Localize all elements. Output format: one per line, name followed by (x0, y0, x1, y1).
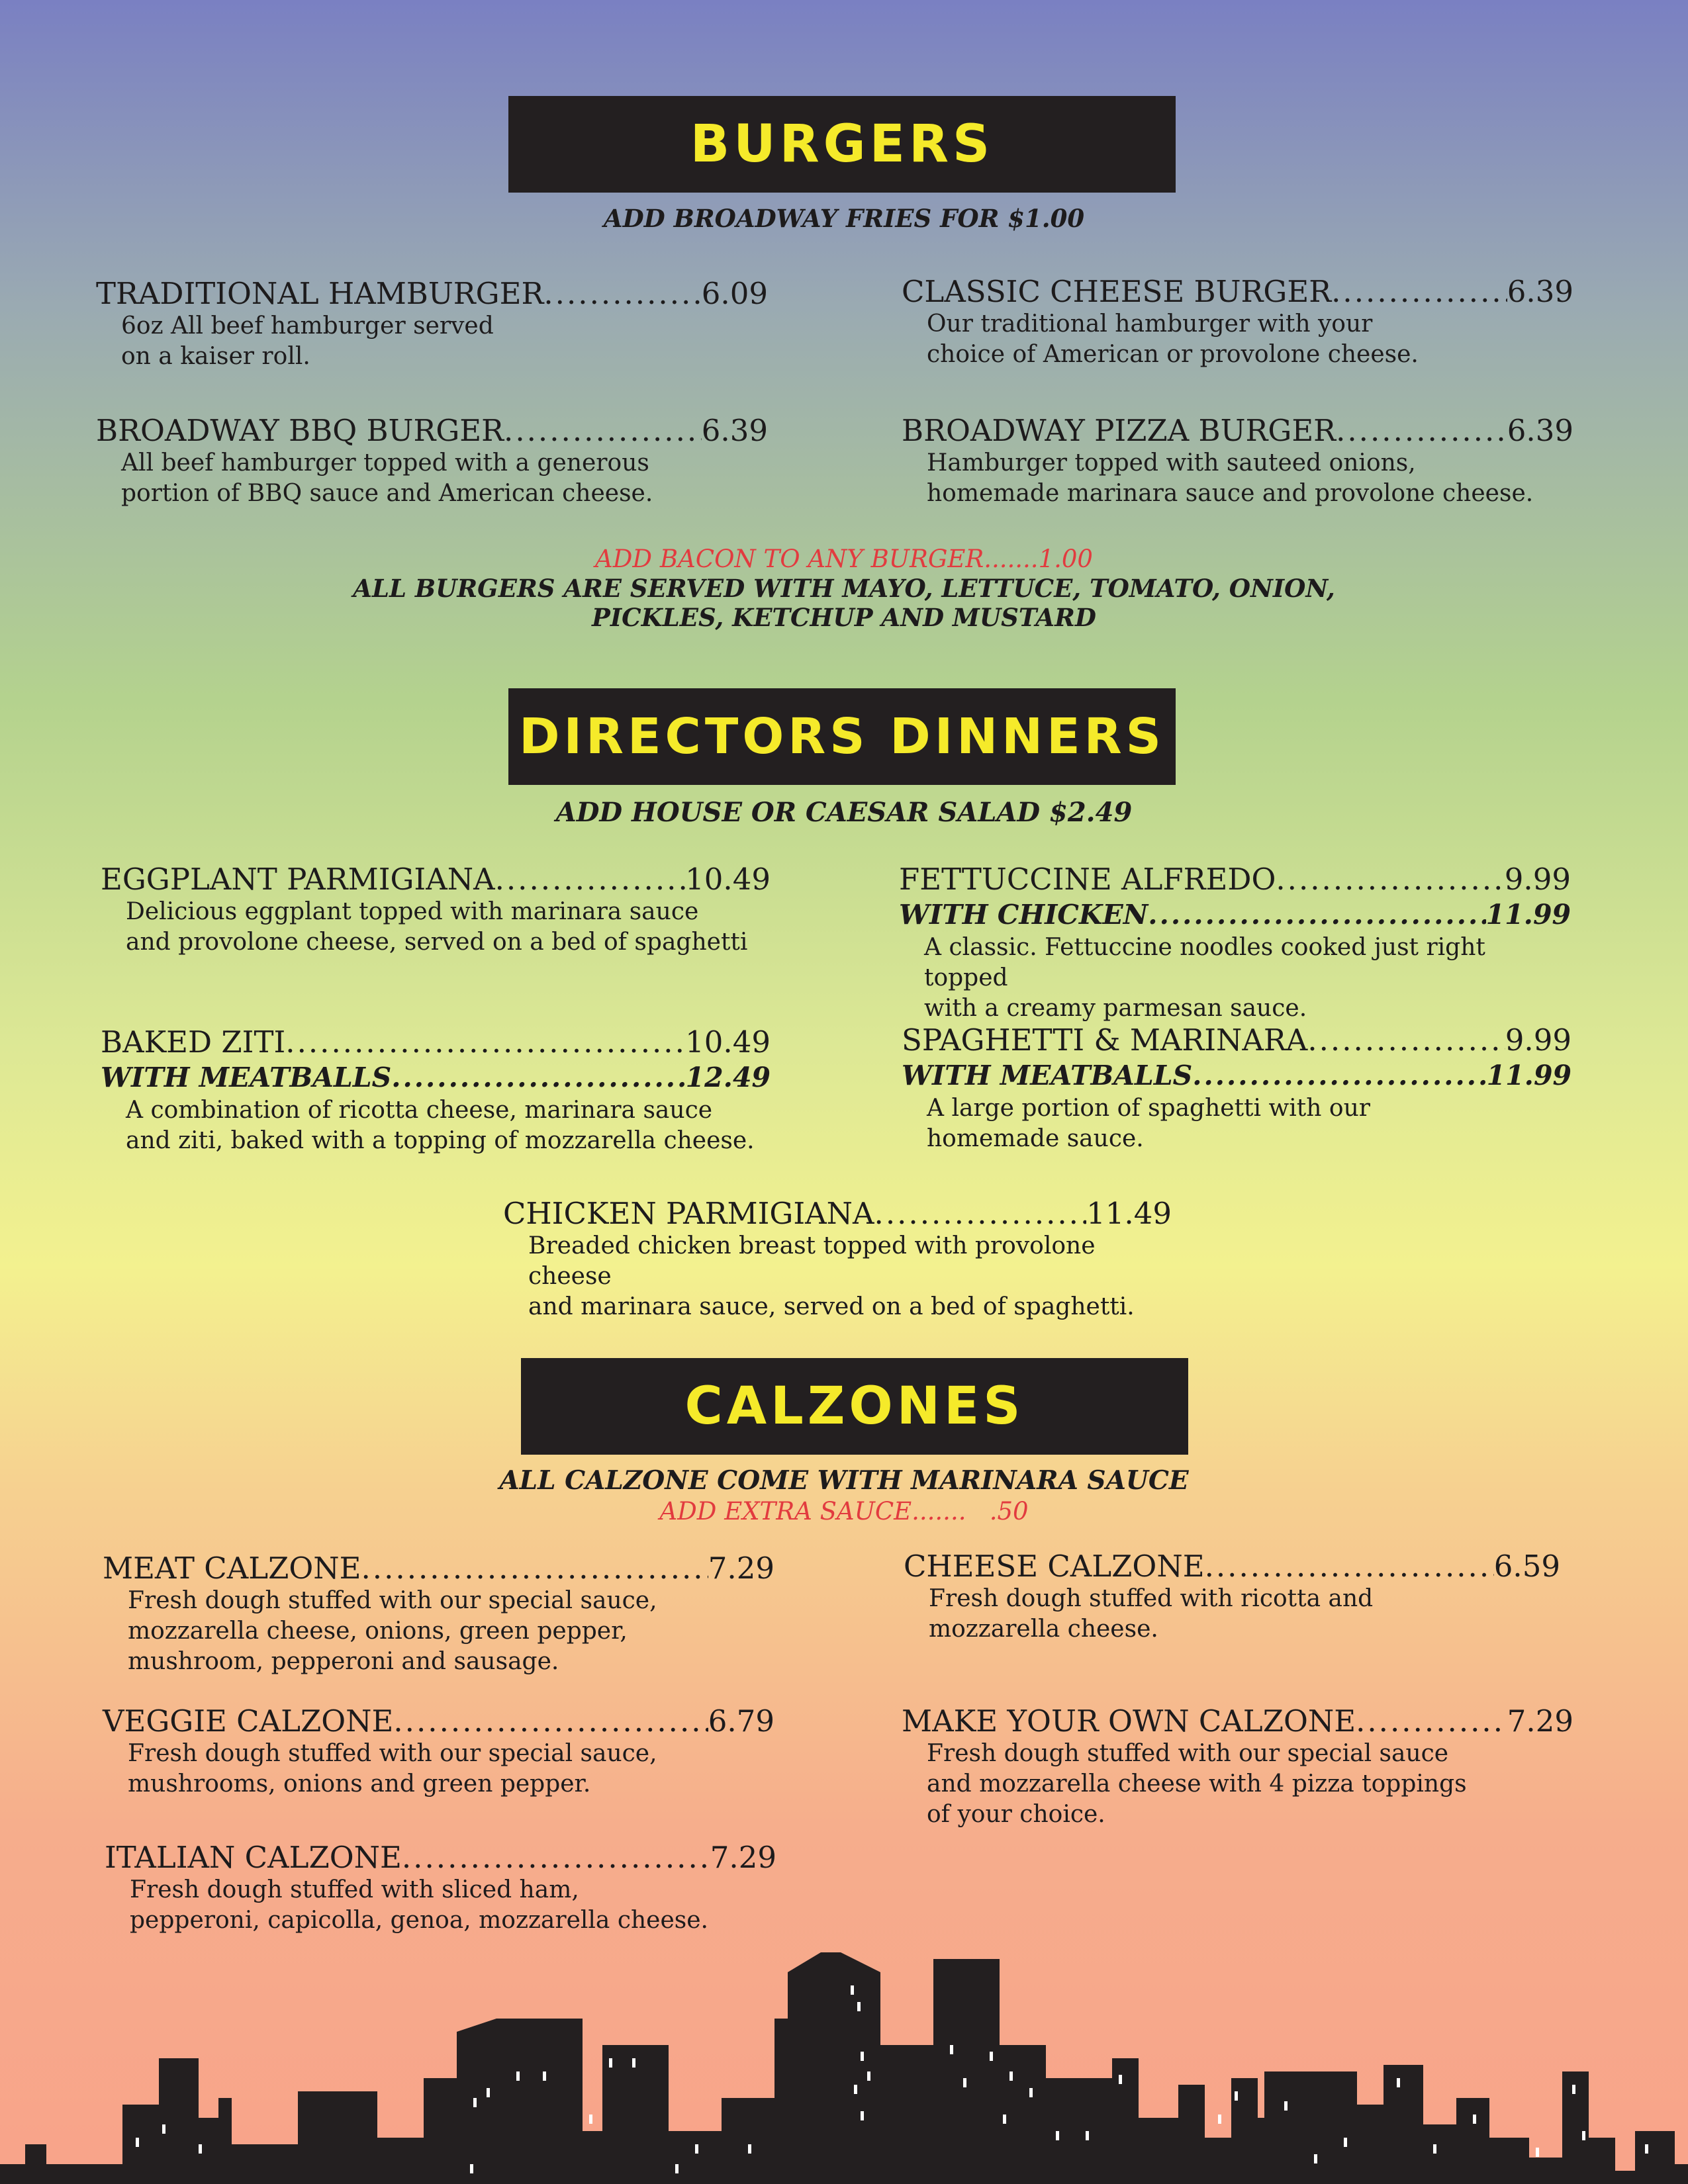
item-subname: WITH MEATBALLS (902, 1060, 1193, 1091)
item-price: 9.99 (1504, 862, 1571, 897)
item-description: with a creamy parmesan sauce. (924, 995, 1307, 1022)
item-name: BAKED ZITI (101, 1024, 286, 1060)
menu-item (904, 1549, 1560, 1645)
item-price: 10.49 (685, 862, 771, 897)
menu-item (902, 1023, 1571, 1154)
item-subname: WITH CHICKEN (899, 899, 1149, 931)
item-name: TRADITIONAL HAMBURGER (96, 276, 544, 311)
menu-item (103, 1704, 774, 1799)
item-description: mushroom, pepperoni and sausage. (128, 1648, 559, 1675)
item-price: 10.49 (685, 1024, 771, 1060)
menu-item (899, 862, 1571, 1024)
burgers-note: ADD BROADWAY FRIES FOR $1.00 (603, 204, 1085, 233)
menu-item (96, 414, 768, 509)
item-description: Fresh dough stuffed with our special sauce (927, 1740, 1449, 1767)
city-skyline-illustration (0, 1853, 1688, 2184)
item-description: homemade marinara sauce and provolone cheese. (927, 480, 1534, 507)
dinners-banner (508, 688, 1176, 785)
item-description: Delicious eggplant topped with marinara sauce (126, 898, 699, 925)
calzones-banner (521, 1358, 1188, 1455)
menu-item (103, 1551, 774, 1677)
menu-item (902, 1704, 1573, 1830)
burgers-served-note-2: PICKLES, KETCHUP AND MUSTARD (592, 603, 1096, 632)
item-name: BROADWAY PIZZA BURGER (902, 413, 1336, 448)
item-subprice: 11.99 (1486, 1060, 1571, 1091)
menu-item (503, 1197, 1172, 1322)
item-description: and ziti, baked with a topping of mozzarella cheese. (126, 1127, 755, 1154)
item-description: Fresh dough stuffed with sliced ham, (130, 1876, 579, 1903)
item-description: Our traditional hamburger with your (927, 310, 1373, 338)
item-description: mozzarella cheese, onions, green pepper, (128, 1617, 628, 1645)
item-description: All beef hamburger topped with a generous (121, 449, 649, 477)
burgers-served-note-1: ALL BURGERS ARE SERVED WITH MAYO, LETTUCE, TOMATO, ONION, (353, 574, 1335, 603)
item-name: CLASSIC CHEESE BURGER (902, 274, 1332, 309)
dinners-title: DIRECTORS DINNERS (519, 708, 1165, 765)
item-price: 6.39 (1507, 274, 1573, 309)
item-subprice: 11.99 (1485, 899, 1571, 931)
item-name: EGGPLANT PARMIGIANA (101, 862, 495, 897)
dinners-note: ADD HOUSE OR CAESAR SALAD $2.49 (555, 797, 1133, 828)
item-price: 7.29 (708, 1551, 774, 1586)
menu-item (96, 277, 768, 372)
item-name: FETTUCCINE ALFREDO (899, 862, 1276, 897)
item-description: choice of American or provolone cheese. (927, 341, 1419, 368)
menu-item (101, 862, 771, 958)
item-description: mushrooms, onions and green pepper. (128, 1770, 591, 1797)
calzones-title: CALZONES (684, 1377, 1025, 1436)
item-price: 7.29 (1507, 1704, 1573, 1739)
item-price: 6.59 (1493, 1549, 1560, 1584)
item-description: Fresh dough stuffed with our special sauce, (128, 1587, 657, 1614)
item-description: A combination of ricotta cheese, marinara sauce (126, 1097, 713, 1124)
item-subprice: 12.49 (685, 1062, 771, 1093)
item-price: 6.79 (708, 1704, 774, 1739)
menu-item (101, 1025, 771, 1156)
item-description: pepperoni, capicolla, genoa, mozzarella cheese. (130, 1907, 709, 1934)
item-description: and provolone cheese, served on a bed of spaghetti (126, 929, 748, 956)
item-price: 9.99 (1505, 1023, 1571, 1058)
item-name: ITALIAN CALZONE (105, 1840, 402, 1875)
item-description: and marinara sauce, served on a bed of spaghetti. (528, 1293, 1135, 1320)
item-description: of your choice. (927, 1801, 1105, 1828)
item-description: Hamburger topped with sauteed onions, (927, 449, 1416, 477)
item-name: MAKE YOUR OWN CALZONE (902, 1704, 1356, 1739)
item-name: CHICKEN PARMIGIANA (503, 1196, 874, 1231)
item-price: 6.09 (701, 276, 768, 311)
item-price: 6.39 (701, 413, 768, 448)
item-name: VEGGIE CALZONE (103, 1704, 394, 1739)
item-description: and mozzarella cheese with 4 pizza toppings (927, 1770, 1467, 1797)
menu-item (902, 275, 1573, 370)
burgers-banner (508, 96, 1176, 193)
item-description: 6oz All beef hamburger served (121, 312, 494, 340)
bacon-note: ADD BACON TO ANY BURGER.......1.00 (595, 545, 1093, 573)
item-description: A classic. Fettuccine noodles cooked just right topped (924, 934, 1485, 991)
item-description: Fresh dough stuffed with our special sauce, (128, 1740, 657, 1767)
item-name: SPAGHETTI & MARINARA (902, 1023, 1308, 1058)
item-price: 7.29 (710, 1840, 776, 1875)
item-price: 11.49 (1086, 1196, 1172, 1231)
item-description: Breaded chicken breast topped with provolone cheese (528, 1232, 1096, 1290)
item-description: mozzarella cheese. (929, 1615, 1158, 1643)
menu-item (902, 414, 1573, 509)
item-name: BROADWAY BBQ BURGER (96, 413, 504, 448)
item-name: MEAT CALZONE (103, 1551, 361, 1586)
item-description: on a kaiser roll. (121, 343, 310, 370)
calzones-note: ALL CALZONE COME WITH MARINARA SAUCE (499, 1465, 1189, 1496)
item-name: CHEESE CALZONE (904, 1549, 1205, 1584)
burgers-title: BURGERS (690, 114, 994, 174)
item-price: 6.39 (1507, 413, 1573, 448)
item-description: portion of BBQ sauce and American cheese. (121, 480, 653, 507)
item-description: A large portion of spaghetti with our (927, 1095, 1370, 1122)
extra-sauce-note: ADD EXTRA SAUCE....... .50 (659, 1497, 1029, 1525)
item-description: Fresh dough stuffed with ricotta and (929, 1585, 1374, 1612)
item-subname: WITH MEATBALLS (101, 1062, 392, 1093)
item-description: homemade sauce. (927, 1125, 1144, 1152)
